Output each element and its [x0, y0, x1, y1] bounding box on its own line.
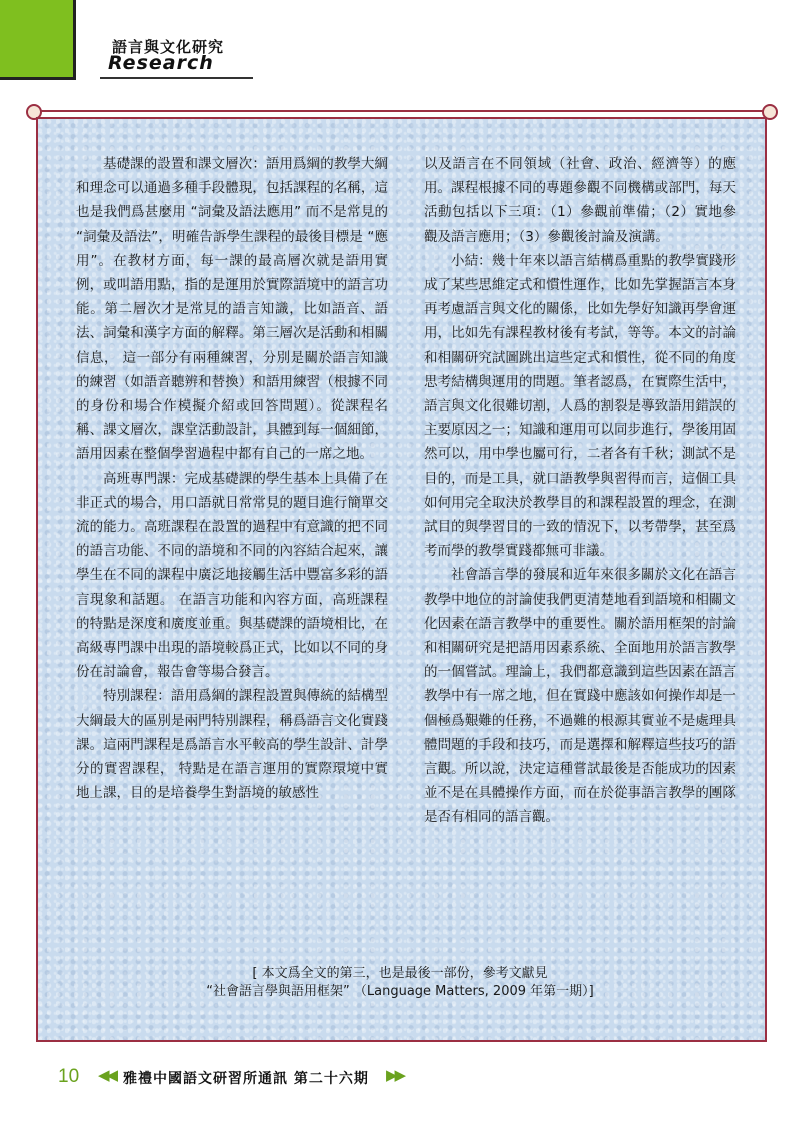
header-rule [100, 77, 253, 79]
article-column-left [76, 152, 388, 805]
right-arrows-icon: ▶▶ [386, 1066, 404, 1084]
paragraph: 社會語言學的發展和近年來很多關於文化在語言教學中地位的討論使我們更清楚地看到語境和相關文化因素在語言教學中的重要性。關於語用框架的討論和相關研究是把語用因素系統、全面地用於語言教學的一個嘗試。理論上，我們都意識到這些因素在語言教學中有一席之地，但在實踐中應該如何操作却是一個極爲艱難的任務，不過難的根源其實並不是處理具體問題的手段和技巧，而是選擇和解釋這些技巧的語言觀。所以說，決定這種嘗試最後是否能成功的因素並不是在具體操作方面，而在於從事語言教學的團隊是否有相同的語言觀。 [424, 567, 736, 826]
section-title: 語言與文化研究 [112, 38, 225, 56]
paragraph: 小結：幾十年來以語言結構爲重點的教學實踐形成了某些思維定式和慣性運作，比如先掌握語言本身再考慮語言與文化的關係，比如先學好知識再學會運用，比如先有課程教材後有考試，等等。本文的討論和相關研究試圖跳出這些定式和慣性，從不同的角度思考結構與運用的問題。筆者認爲，在實際生活中，語言與文化很難切割，人爲的割裂是導致語用錯誤的主要原因之一；知識和運用可以同步進行，學後用固然可以，用中學也屬可行，二者各有千秋；測試不是目的，而是工具，就口語教學與習得而言，這個工具如何用完全取決於教學目的和課程設置的理念，在測試目的與學習目的一致的情況下，以考帶學，甚至爲考而學的教學實踐都無可非議。 [424, 252, 736, 560]
editor-note-line1: [ 本文爲全文的第三，也是最後一部份，參考文獻見 [252, 966, 548, 981]
paragraph: 特別課程：語用爲綱的課程設置與傳統的結構型大綱最大的區別是兩門特別課程，稱爲語言文化實踐課。這兩門課程是爲語言水平較高的學生設計、計學分的實習課程， 特點是在語言運用的實際環境中實地上課，目的是培養學生對語境的敏感性 [76, 688, 388, 802]
header-color-block [0, 0, 76, 80]
paragraph: 高班專門課：完成基礎課的學生基本上具備了在非正式的場合，用口語就日常常見的題目進行簡單交流的能力。高班課程在設置的過程中有意識的把不同的語言功能、不同的語境和不同的內容結合起來，讓學生在不同的課程中廣泛地接觸生活中豐富多彩的語言現象和話題。 在語言功能和內容方面，高班課程的特點是深度和廣度並重。與基礎課的語境相比，在高級專門課中出現的語境較爲正式，比如以不同的身份在討論會，報告會等場合發言。 [76, 470, 388, 681]
article-column-right [424, 152, 736, 830]
editor-note-line2: “社會語言學與語用框架” （Language Matters, 2009 年第一期）] [206, 984, 594, 999]
paragraph: 以及語言在不同領域（社會、政治、經濟等）的應用。課程根據不同的專題參觀不同機構或部門，每天活動包括以下三項：（1）參觀前準備；（2）實地參觀及語言應用；（3）參觀後討論及演講。 [424, 156, 736, 245]
page-number: 10 [58, 1066, 80, 1087]
paragraph: 基礎課的設置和課文層次：語用爲綱的教學大綱和理念可以通過多種手段體現，包括課程的名稱，這也是我們爲甚麼用 “詞彙及語法應用” 而不是常見的 “詞彙及語法”，明確告訴學生課程的最後目標是 “應用”。在教材方面，每一課的最高層次就是語用實例，或叫語用點，指的是運用於實際語境中的語言功能。第二層次才是常見的語言知識，比如語音、語法、詞彙和漢字方面的解釋。第三層次是活動和相關信息， 這一部分有兩種練習，分別是關於語言知識的練習（如語音聽辨和替換）和語用練習（根據不同的身份和場合作模擬介紹或回答問題）。從課程名稱、課文層次，課堂活動設計，具體到每一個細節，語用因素在整個學習過程中都有自己的一席之地。 [76, 156, 388, 463]
left-arrows-icon: ◀◀ [98, 1066, 116, 1084]
newsletter-name: 雅禮中國語文研習所通訊 第二十六期 [123, 1071, 369, 1087]
section-subtitle: Research [108, 52, 214, 74]
